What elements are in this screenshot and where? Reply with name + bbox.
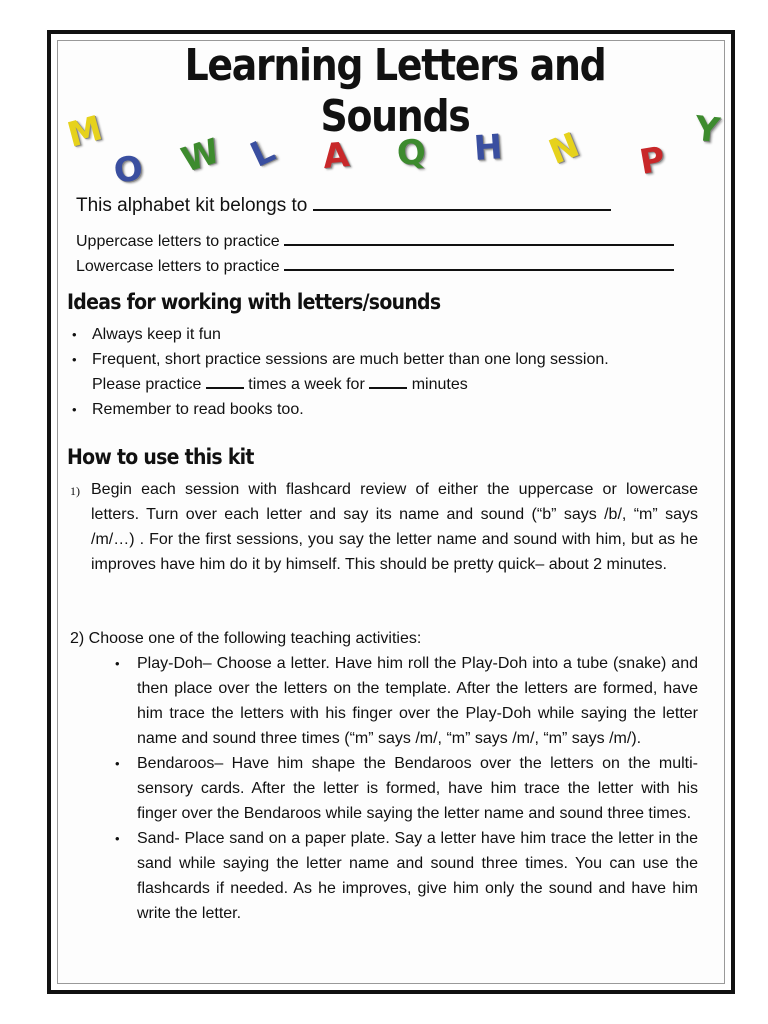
howto-heading: How to use this kit xyxy=(67,445,254,469)
letter-h: H xyxy=(472,127,504,169)
uppercase-line xyxy=(76,230,674,251)
ideas-item: • Remember to read books too. xyxy=(68,397,698,422)
owner-label: This alphabet kit belongs to xyxy=(76,195,308,216)
letter-a: A xyxy=(321,134,352,178)
activity-item: • Play-Doh– Choose a letter. Have him roll the Play-Doh into a tube (snake) and then place over the letters on the template. After the letters are formed, have him trace the letters with his finger over the Play-Doh while saying the letter name and sound three times (“m” says /m/, “m” says /m/, “m” says /m/). xyxy=(112,651,698,751)
lowercase-label: Lowercase letters to practice xyxy=(76,258,280,275)
minutes-blank[interactable] xyxy=(369,373,407,389)
owner-blank[interactable] xyxy=(313,195,611,211)
ideas-heading: Ideas for working with letters/sounds xyxy=(67,290,441,314)
step2-text: 2) Choose one of the following teaching activities: xyxy=(70,630,422,647)
times-blank[interactable] xyxy=(206,373,244,389)
activities-list xyxy=(112,651,698,926)
letter-p: P xyxy=(636,139,669,183)
letter-n: N xyxy=(543,125,585,173)
step1-text: Begin each session with flashcard review of either the uppercase or lowercase letters. Turn over each letter and say its name and sound (“b” says /b/, “m” says /m/…) . For the first sessions, you say the letter name and sound with him, but as he improves have him do it by himself. This should be pretty quick– about 2 minutes. xyxy=(91,481,698,573)
page-title: Learning Letters and Sounds xyxy=(184,40,606,142)
lowercase-line xyxy=(76,255,674,276)
lowercase-blank[interactable] xyxy=(284,255,674,271)
letter-w: W xyxy=(176,131,225,181)
uppercase-label: Uppercase letters to practice xyxy=(76,233,280,250)
letter-l: L xyxy=(244,130,282,176)
ideas-list xyxy=(68,322,698,422)
letter-y: Y xyxy=(692,108,722,152)
activity-item: • Sand- Place sand on a paper plate. Say a letter have him trace the letter in the sand while saying the letter name and sound three times. You can use the flashcards if needed. As he improves, give him only the sound and have him write the letter. xyxy=(112,826,698,926)
ideas-item: • Frequent, short practice sessions are much better than one long session. Please practice times a week for minutes xyxy=(68,347,698,397)
uppercase-blank[interactable] xyxy=(284,230,674,246)
owner-line xyxy=(76,195,611,217)
activity-item: • Bendaroos– Have him shape the Bendaroos over the letters on the multi-sensory cards. After the letter is formed, have him trace the letter with his finger over the Bendaroos while saying the letter name and sound three times. xyxy=(112,751,698,826)
letter-o: O xyxy=(111,148,146,192)
ideas-item: • Always keep it fun xyxy=(68,322,698,347)
letter-m: M xyxy=(63,108,107,156)
letter-q: Q xyxy=(394,131,428,175)
step1-number: 1) xyxy=(70,484,80,498)
